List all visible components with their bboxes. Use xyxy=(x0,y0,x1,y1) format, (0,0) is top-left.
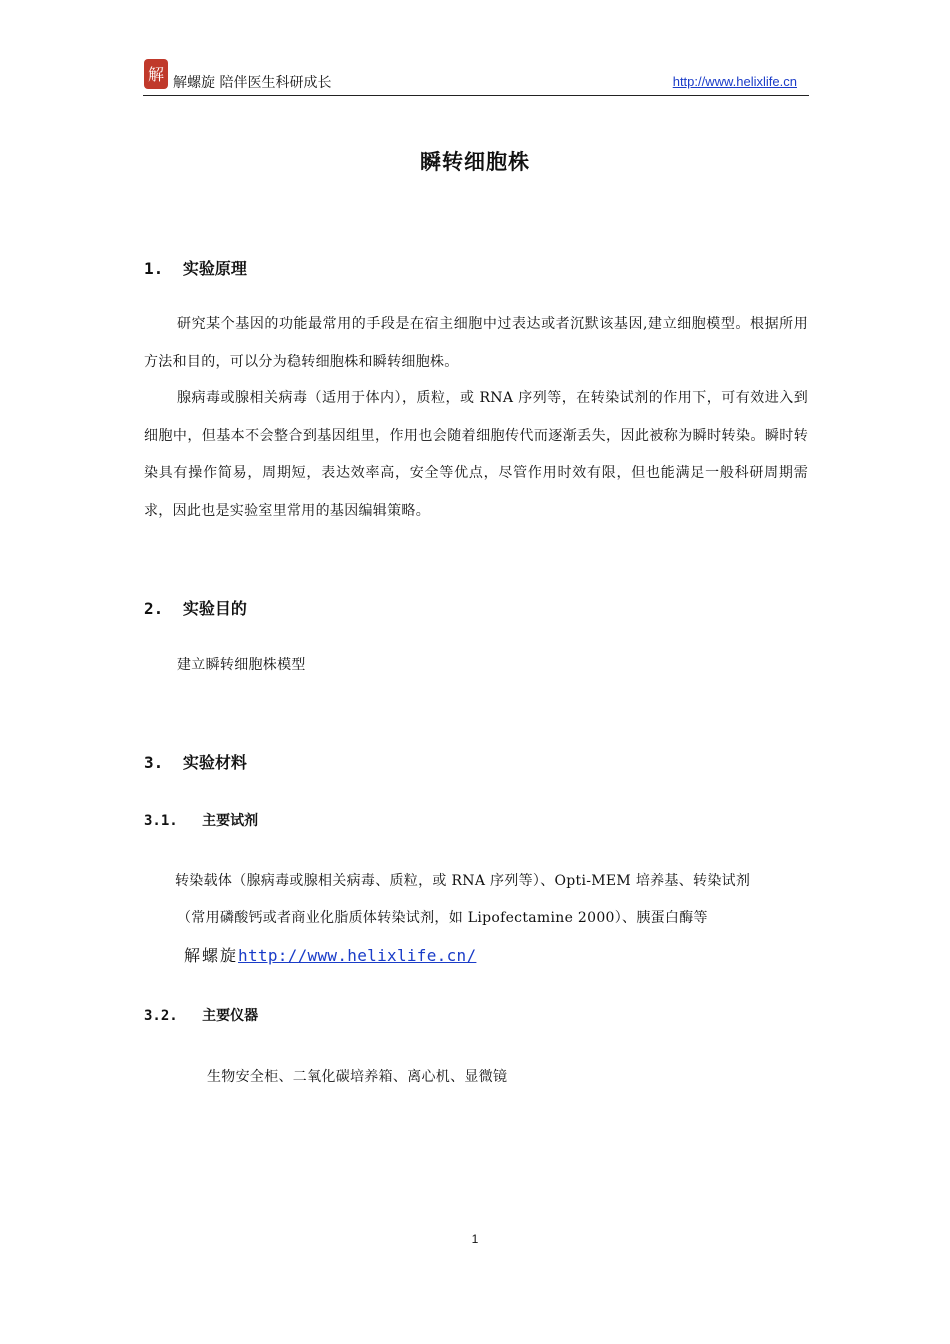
subsection-title: 主要仪器 xyxy=(202,1008,259,1024)
subsection-number: 3.1. xyxy=(144,813,178,829)
page-title: 瞬转细胞株 xyxy=(420,150,530,174)
section-heading-principle xyxy=(144,256,247,279)
principle-paragraph-1: 研究某个基因的功能最常用的手段是在宿主细胞中过表达或者沉默该基因,建立细胞模型。根据所用方法和目的，可以分为稳转细胞株和瞬转细胞株。 xyxy=(144,316,808,370)
reagents-line-2: （常用磷酸钙或者商业化脂质体转染试剂，如 Lipofectamine 2000）、胰蛋白酶等 xyxy=(177,910,708,926)
reagents-line-1: 转染载体（腺病毒或腺相关病毒、质粒，或 RNA 序列等）、Opti-MEM 培养基、转染试剂 xyxy=(175,873,751,889)
section-heading-materials xyxy=(144,750,247,773)
subsection-heading-instruments xyxy=(144,1005,258,1025)
subsection-heading-reagents xyxy=(144,810,258,830)
svg-text:解: 解 xyxy=(147,65,165,84)
principle-paragraph-2: 腺病毒或腺相关病毒（适用于体内），质粒，或 RNA 序列等，在转染试剂的作用下，可有效进入到细胞中，但基本不会整合到基因组里，作用也会随着细胞传代而逐渐丢失，因此被称为瞬时转染。瞬时转染具有操作简易，周期短，表达效率高，安全等优点，尽管作用时效有限，但也能满足一般科研周期需求，因此也是实验室里常用的基因编辑策略。 xyxy=(144,390,808,519)
brand-slogan: 解螺旋 陪伴医生科研成长 xyxy=(173,75,332,91)
link-prefix: 解螺旋 xyxy=(184,946,239,965)
reagents-link-line xyxy=(184,943,476,966)
subsection-title: 主要试剂 xyxy=(202,813,259,829)
section-number: 3. xyxy=(144,753,164,772)
section-number: 1. xyxy=(144,259,164,278)
section-number: 2. xyxy=(144,599,164,618)
header-website-link[interactable]: http://www.helixlife.cn xyxy=(672,74,797,89)
page-number: 1 xyxy=(471,1232,479,1246)
helix-seal-logo-icon xyxy=(143,58,169,90)
section-title: 实验材料 xyxy=(182,753,247,772)
purpose-text: 建立瞬转细胞株模型 xyxy=(177,657,306,673)
subsection-number: 3.2. xyxy=(144,1008,178,1024)
instruments-text: 生物安全柜、二氧化碳培养箱、离心机、显微镜 xyxy=(207,1069,508,1085)
section-heading-purpose xyxy=(144,596,247,619)
page-header xyxy=(143,58,809,96)
section-title: 实验目的 xyxy=(182,599,247,618)
helixlife-link[interactable]: http://www.helixlife.cn/ xyxy=(238,946,477,965)
section-title: 实验原理 xyxy=(182,259,247,278)
